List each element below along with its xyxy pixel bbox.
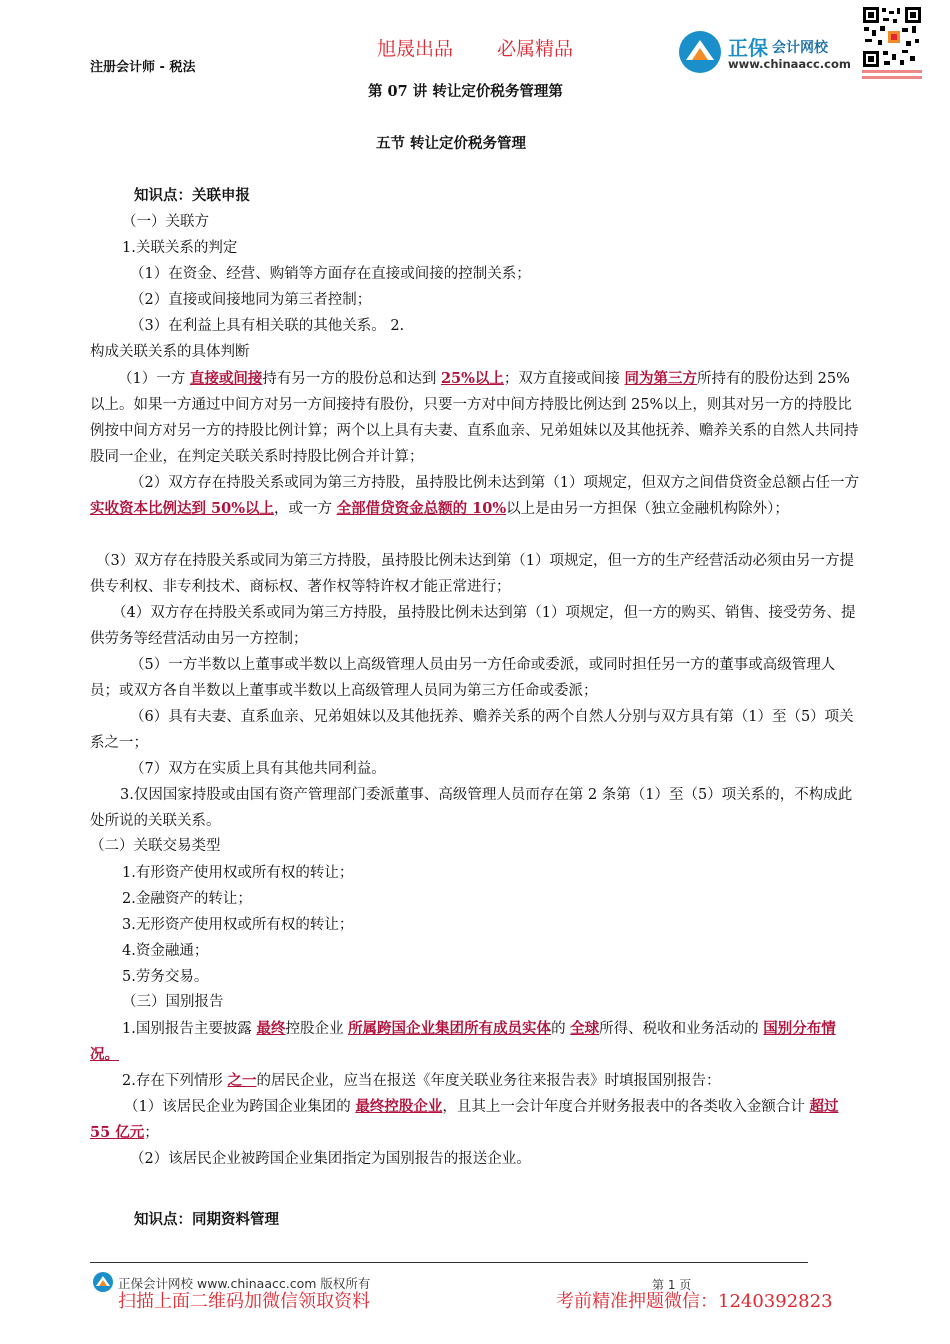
- promo-right: 考前精准押题微信：1240392823: [556, 1291, 833, 1312]
- paragraph: （2）双方存在持股关系或同为第三方持股，虽持股比例未达到第（1）项规定，但双方之间借贷资金总额占任一方 实收资本比例达到 50%以上，或一方 全部借贷资金总额的 10%以上是由另一方担保（独立金融机构除外）；: [90, 475, 859, 517]
- highlight: 同为第三方: [624, 370, 698, 387]
- list-item: （2）直接或间接地同为第三者控制；: [130, 292, 372, 308]
- promo-left: 扫描上面二维码加微信领取资料: [118, 1291, 370, 1312]
- logo-sub-text: 会计网校: [772, 40, 828, 56]
- qr-caption-line: [862, 70, 922, 73]
- header-subject: 注册会计师 - 税法: [90, 60, 196, 75]
- subheading: 构成关联关系的具体判断: [90, 344, 250, 360]
- section-title: 五节 转让定价税务管理: [376, 135, 527, 152]
- highlight: 最终控股企业: [355, 1098, 443, 1115]
- list-item: （1）在资金、经营、购销等方面存在直接或间接的控制关系；: [130, 266, 531, 282]
- lecture-title: 第 07 讲 转让定价税务管理第: [368, 83, 563, 100]
- highlight: 25%以上: [440, 370, 504, 387]
- slogan-left: 旭晟出品: [377, 38, 454, 60]
- heading-country-report: （三）国别报告: [122, 994, 224, 1010]
- footer-logo-icon: [92, 1271, 114, 1293]
- list-item: 2.金融资产的转让；: [122, 891, 252, 907]
- paragraph: （7）双方在实质上具有其他共同利益。: [130, 761, 386, 777]
- highlight: 实收资本比例达到 50%以上: [90, 500, 275, 517]
- qr-code-icon: [862, 6, 922, 68]
- list-item: 3.无形资产使用权或所有权的转让；: [122, 917, 354, 933]
- list-item: 4.资金融通；: [122, 943, 209, 959]
- highlight: 全部借贷资金总额的 10%: [336, 500, 507, 517]
- paragraph: （1）该居民企业为跨国企业集团的 最终控股企业，且其上一会计年度合并财务报表中的各类收入金额合计 超过 55 亿元；: [90, 1098, 839, 1141]
- knowledge-point-heading: 知识点：关联申报: [134, 187, 250, 204]
- paragraph: （6）具有夫妻、直系血亲、兄弟姐妹以及其他抚养、赡养关系的两个自然人分别与双方具有第（1）至（5）项关系之一；: [90, 709, 854, 751]
- knowledge-point-heading: 知识点：同期资料管理: [134, 1211, 279, 1228]
- paragraph: （3）双方存在持股关系或同为第三方持股，虽持股比例未达到第（1）项规定，但一方的生产经营活动必须由另一方提供专利权、非专利技术、商标权、著作权等特许权才能正常进行；: [90, 553, 854, 595]
- paragraph: 1.国别报告主要披露 最终控股企业 所属跨国企业集团所有成员实体的 全球所得、税收和业务活动的 国别分布情况。: [90, 1020, 836, 1063]
- qr-caption-line: [862, 76, 922, 79]
- logo-url: www.chinaacc.com: [728, 57, 851, 71]
- paragraph: （2）该居民企业被跨国企业集团指定为国别报告的报送企业。: [130, 1151, 531, 1167]
- paragraph: 3.仅因国家持股或由国有资产管理部门委派董事、高级管理人员而存在第 2 条第（1）至（5）项关系的，不构成此处所说的关联关系。: [90, 787, 853, 829]
- highlight: 全球: [570, 1020, 600, 1037]
- paragraph: （5）一方半数以上董事或半数以上高级管理人员由另一方任命或委派，或同时担任另一方的董事或高级管理人员；或双方各自半数以上董事或半数以上高级管理人员同为第三方任命或委派；: [90, 657, 836, 699]
- list-item: （3）在利益上具有相关联的其他关系。 2.: [130, 318, 405, 334]
- logo-main-text: 正保: [728, 36, 768, 60]
- paragraph: （4）双方存在持股关系或同为第三方持股，虽持股比例未达到第（1）项规定，但一方的购买、销售、接受劳务、提供劳务等经营活动由另一方控制；: [90, 605, 856, 647]
- highlight: 所属跨国企业集团所有成员实体: [348, 1020, 552, 1037]
- list-item: 5.劳务交易。: [122, 969, 209, 985]
- chinaacc-logo: [678, 30, 858, 74]
- highlight: 最终: [256, 1020, 286, 1037]
- transaction-type-list: [122, 860, 822, 990]
- subheading: 1.关联关系的判定: [122, 240, 238, 256]
- heading-related-party: （一）关联方: [122, 214, 209, 230]
- paragraph: 2.存在下列情形 之一的居民企业，应当在报送《年度关联业务往来报告表》时填报国别报告：: [122, 1072, 721, 1089]
- highlight: 直接或间接: [189, 370, 263, 387]
- logo-emblem-icon: [678, 30, 722, 74]
- highlight: 超过 55 亿元: [90, 1098, 839, 1141]
- paragraph: （1）一方 直接或间接持有另一方的股份总和达到 25%以上；双方直接或间接 同为第三方所持有的股份达到 25%以上。如果一方通过中间方对另一方间接持有股份，只要一方对中间方持股比例达到 25%以上，则其对另一方的持股比例按中间方对另一方的持股比例计算；两个以上具有夫妻、直系血亲、兄弟姐妹以及其他抚养、赡养关系的自然人共同持股同一企业，在判定关联关系时持股比例合并计算；: [90, 370, 859, 465]
- list-item: 1.有形资产使用权或所有权的转让；: [122, 865, 354, 881]
- highlight: 国别分布情况。: [90, 1020, 836, 1063]
- qr-code: [862, 6, 926, 90]
- slogan-right: 必属精品: [497, 38, 574, 60]
- highlight: 之一: [227, 1072, 257, 1089]
- footer-divider: [90, 1262, 808, 1263]
- page-number: 第 1 页: [652, 1278, 692, 1292]
- footer-copyright: 正保会计网校 www.chinaacc.com 版权所有: [118, 1276, 371, 1291]
- heading-transaction-types: （二）关联交易类型: [90, 838, 221, 854]
